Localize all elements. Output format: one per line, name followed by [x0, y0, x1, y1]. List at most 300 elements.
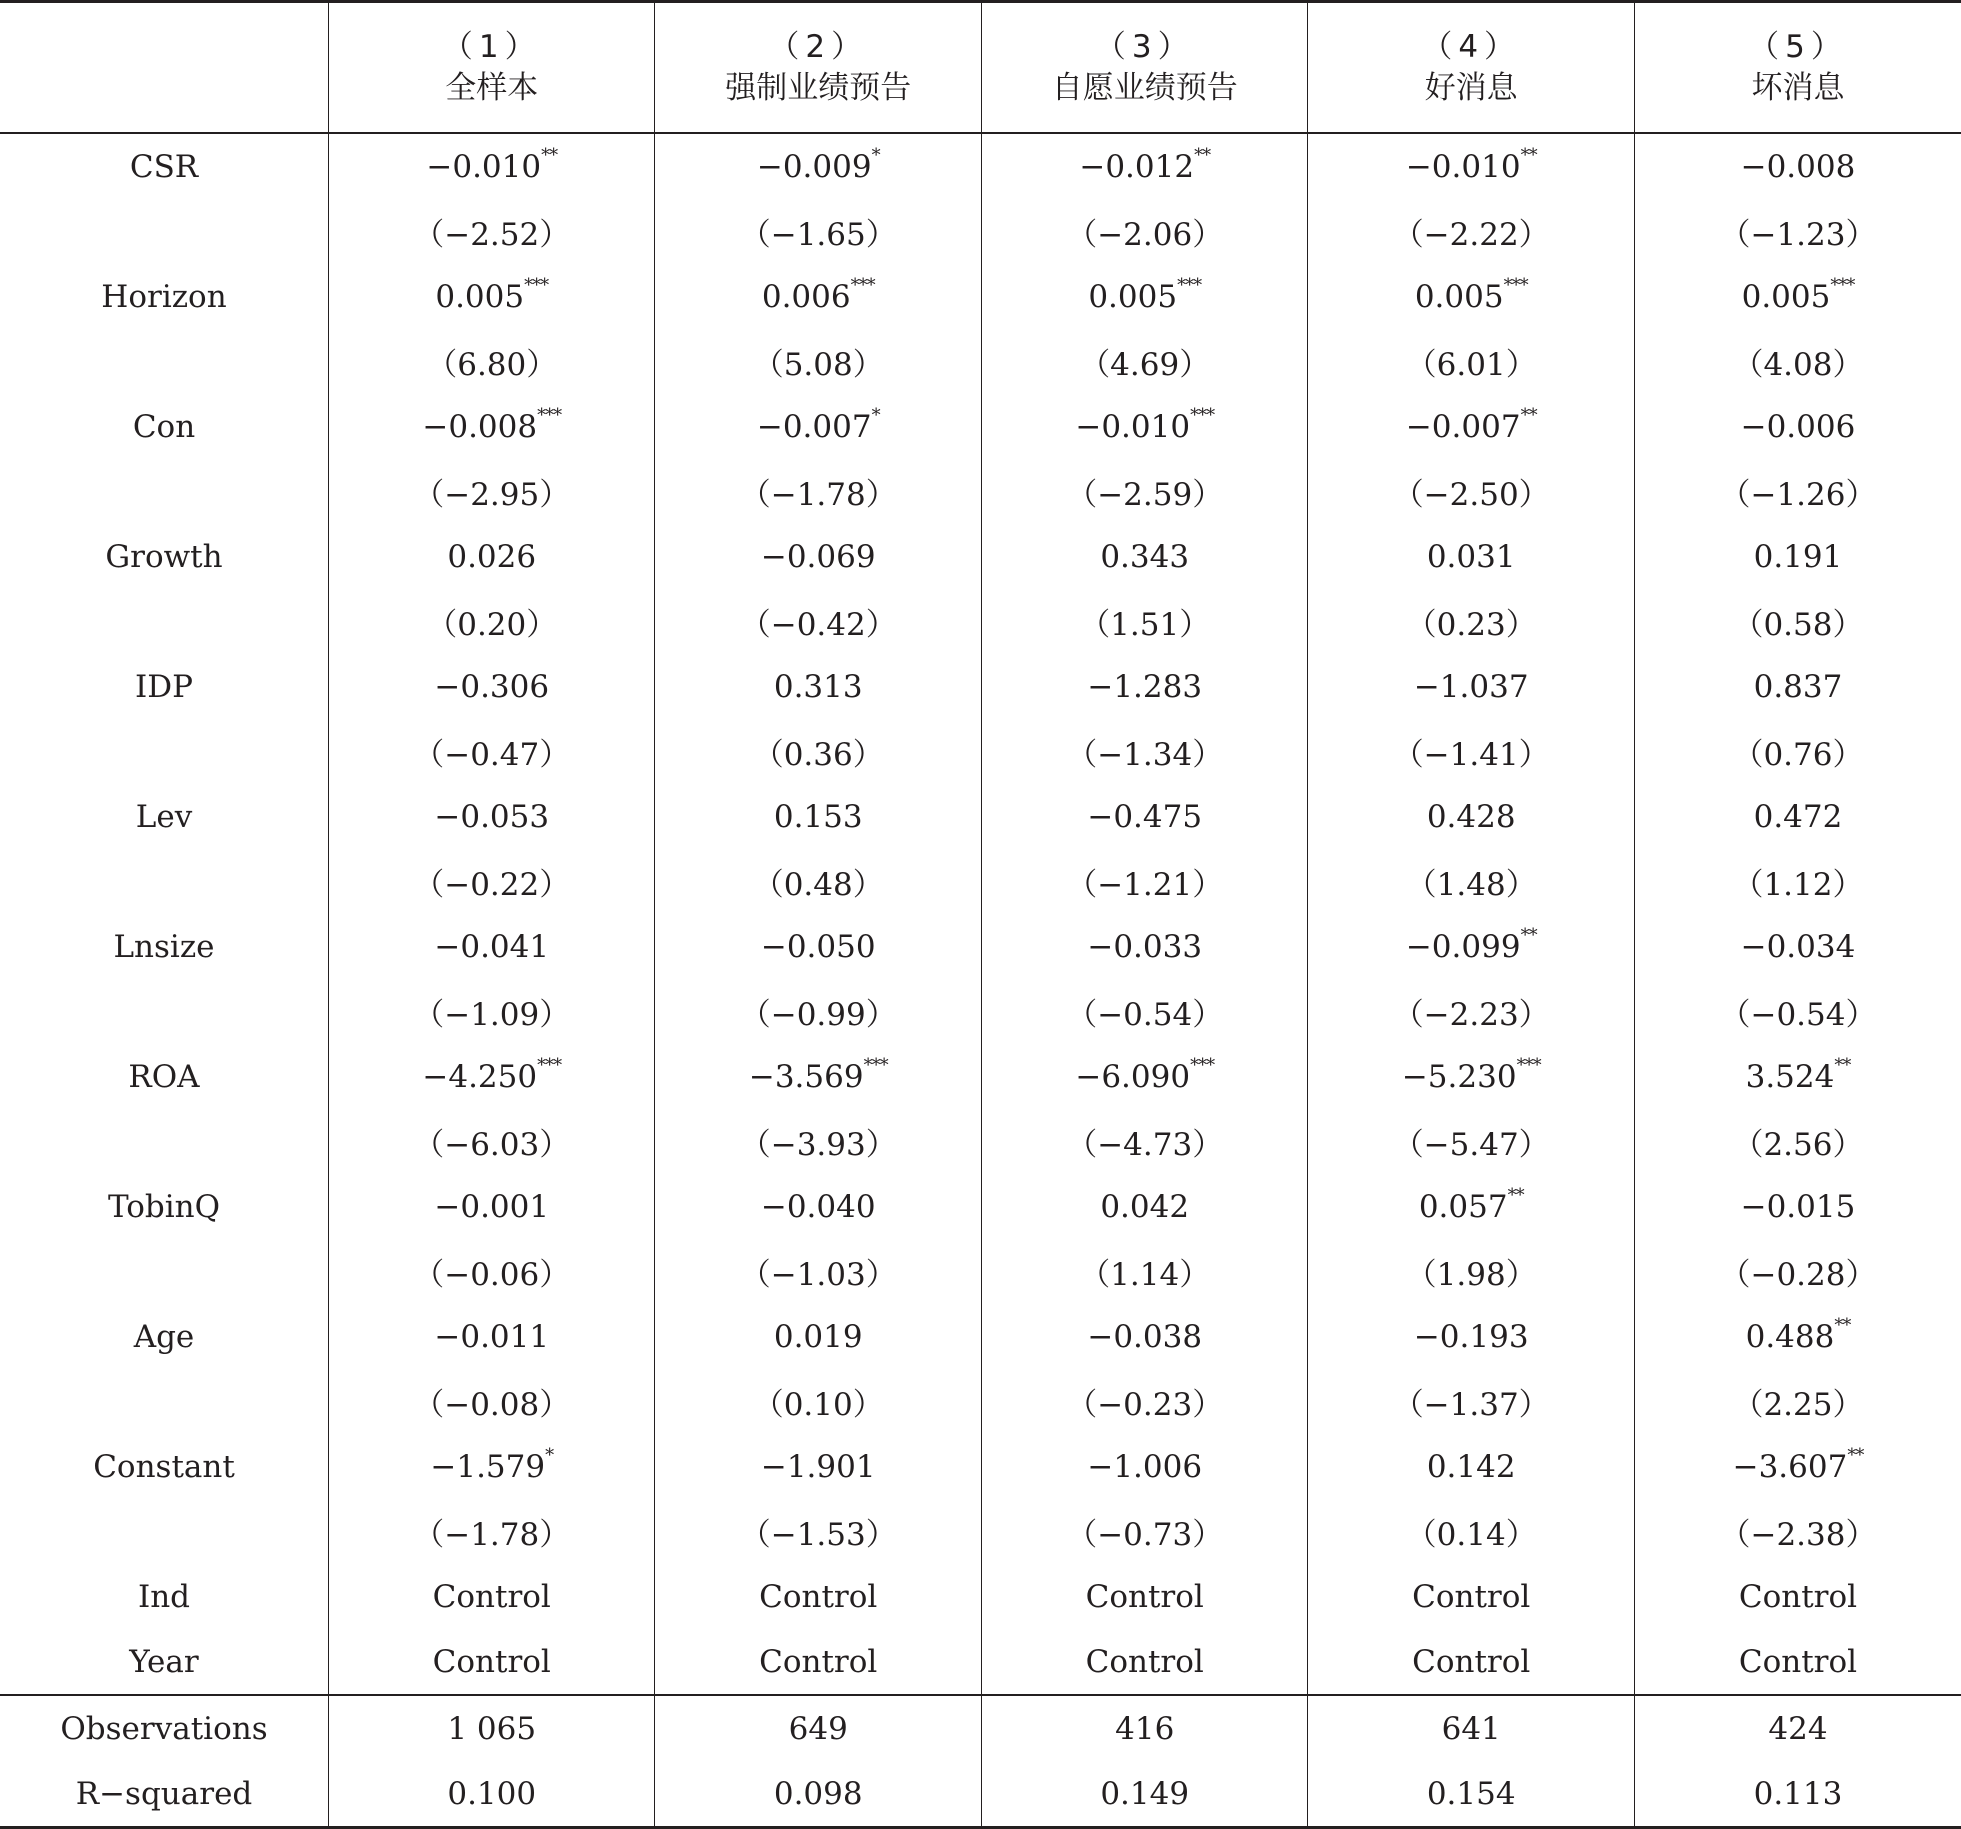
cell-value: 0.006 — [761, 278, 851, 315]
cell-value: −0.069 — [760, 538, 876, 575]
column-number: （5） — [1748, 28, 1848, 65]
row-label — [0, 589, 329, 654]
cell-value: −0.475 — [1087, 798, 1203, 835]
cell-value: −0.306 — [434, 668, 550, 705]
table-cell — [655, 1239, 981, 1304]
cell-value: （−1.03） — [739, 1257, 897, 1293]
cell-value: （0.58） — [1732, 607, 1864, 643]
table-cell — [981, 654, 1307, 719]
table-cell — [655, 1044, 981, 1109]
table-cell — [329, 133, 655, 199]
table-row — [0, 589, 1961, 654]
cell-value: （6.01） — [1405, 347, 1537, 383]
table-cell — [655, 524, 981, 589]
table-cell — [1634, 979, 1961, 1044]
table-cell — [1308, 394, 1634, 459]
cell-value: （−1.21） — [1066, 867, 1224, 903]
table-cell — [655, 264, 981, 329]
significance-stars: * — [871, 404, 880, 426]
table-row — [0, 1695, 1961, 1761]
cell-value: （2.56） — [1732, 1127, 1864, 1163]
table-cell — [1634, 1434, 1961, 1499]
table-cell — [1634, 524, 1961, 589]
table-cell — [329, 1304, 655, 1369]
table-cell — [655, 394, 981, 459]
table-row — [0, 394, 1961, 459]
column-header — [655, 2, 981, 134]
column-number: （1） — [441, 28, 542, 65]
cell-value: −0.001 — [434, 1188, 550, 1225]
table-cell — [655, 1761, 981, 1828]
table-cell — [655, 589, 981, 654]
cell-value: 0.142 — [1426, 1448, 1516, 1485]
table-cell — [981, 199, 1307, 264]
cell-value: （0.48） — [752, 867, 884, 903]
cell-value: 0.488 — [1745, 1318, 1835, 1355]
significance-stars: * — [871, 144, 880, 166]
table-cell — [1308, 1044, 1634, 1109]
table-cell — [655, 914, 981, 979]
header-row — [0, 2, 1961, 134]
table-cell — [655, 1109, 981, 1174]
table-cell — [655, 199, 981, 264]
table-cell — [1634, 1109, 1961, 1174]
row-label — [0, 719, 329, 784]
table-row — [0, 1109, 1961, 1174]
table-cell — [981, 1695, 1307, 1761]
table-cell — [655, 1629, 981, 1695]
table-cell — [1634, 1369, 1961, 1434]
table-cell — [329, 264, 655, 329]
cell-value: （−0.73） — [1066, 1517, 1224, 1553]
table-row — [0, 1044, 1961, 1109]
cell-value: （2.25） — [1732, 1387, 1864, 1423]
significance-stars: *** — [524, 274, 549, 296]
cell-value: （−0.47） — [413, 737, 571, 773]
cell-value: Control — [1412, 1578, 1531, 1615]
cell-value: −0.050 — [760, 928, 876, 965]
table-cell — [329, 1434, 655, 1499]
cell-value: −3.569 — [748, 1058, 864, 1095]
significance-stars: *** — [863, 1054, 888, 1076]
cell-value: （−0.42） — [739, 607, 897, 643]
table-row — [0, 1629, 1961, 1695]
cell-value: 3.524 — [1745, 1058, 1835, 1095]
significance-stars: ** — [541, 144, 558, 166]
table-cell — [655, 1304, 981, 1369]
table-cell — [655, 849, 981, 914]
table-cell — [1308, 199, 1634, 264]
table-cell — [655, 459, 981, 524]
significance-stars: ** — [1834, 1054, 1851, 1076]
table-cell — [1308, 133, 1634, 199]
table-cell — [1634, 719, 1961, 784]
table-row — [0, 1499, 1961, 1564]
cell-value: Control — [432, 1643, 551, 1680]
cell-value: −0.015 — [1740, 1188, 1856, 1225]
table-cell — [655, 329, 981, 394]
row-label — [0, 1239, 329, 1304]
row-label: Growth — [105, 538, 223, 575]
cell-value: （−0.54） — [1719, 997, 1877, 1033]
cell-value: −0.193 — [1413, 1318, 1529, 1355]
header-corner — [0, 2, 329, 134]
cell-value: 0.113 — [1753, 1775, 1843, 1812]
cell-value: −1.579 — [430, 1448, 546, 1485]
table-cell — [981, 133, 1307, 199]
cell-value: 0.005 — [1741, 278, 1831, 315]
table-cell — [1634, 1174, 1961, 1239]
table-cell — [329, 1109, 655, 1174]
table-cell — [981, 914, 1307, 979]
table-cell — [1308, 459, 1634, 524]
table-cell — [655, 133, 981, 199]
table-cell — [329, 1369, 655, 1434]
cell-value: 416 — [1115, 1710, 1175, 1747]
cell-value: （−1.23） — [1719, 217, 1877, 253]
cell-value: −0.012 — [1079, 148, 1195, 185]
significance-stars: *** — [1190, 1054, 1215, 1076]
table-row — [0, 979, 1961, 1044]
table-cell — [329, 1695, 655, 1761]
significance-stars: ** — [1834, 1314, 1851, 1336]
table-cell — [981, 1304, 1307, 1369]
cell-value: 0.428 — [1426, 798, 1516, 835]
table-cell — [981, 1109, 1307, 1174]
cell-value: −1.283 — [1087, 668, 1203, 705]
table-cell — [1308, 784, 1634, 849]
significance-stars: *** — [537, 1054, 562, 1076]
table-row — [0, 1174, 1961, 1239]
column-header — [981, 2, 1307, 134]
table-cell — [329, 1629, 655, 1695]
table-row — [0, 914, 1961, 979]
table-row — [0, 784, 1961, 849]
column-number: （3） — [1094, 28, 1195, 65]
cell-value: （0.20） — [426, 607, 558, 643]
significance-stars: *** — [1190, 404, 1215, 426]
row-label: Constant — [93, 1448, 235, 1485]
cell-value: 0.026 — [447, 538, 537, 575]
table-cell — [981, 1499, 1307, 1564]
table-cell — [981, 979, 1307, 1044]
table-row — [0, 1304, 1961, 1369]
cell-value: Control — [432, 1578, 551, 1615]
table-row — [0, 459, 1961, 524]
table-cell — [329, 329, 655, 394]
cell-value: 0.472 — [1753, 798, 1843, 835]
row-label: Year — [129, 1643, 199, 1680]
table-cell — [1634, 329, 1961, 394]
significance-stars: *** — [537, 404, 562, 426]
table-cell — [1634, 264, 1961, 329]
table-cell — [1634, 1695, 1961, 1761]
column-name: 好消息 — [1424, 69, 1518, 106]
significance-stars: *** — [1830, 274, 1855, 296]
cell-value: −3.607 — [1732, 1448, 1848, 1485]
column-name: 强制业绩预告 — [725, 69, 912, 106]
significance-stars: ** — [1520, 924, 1537, 946]
significance-stars: ** — [1520, 144, 1537, 166]
table-row — [0, 849, 1961, 914]
row-label: Observations — [0, 1695, 329, 1761]
cell-value: （0.14） — [1405, 1517, 1537, 1553]
cell-value: （−1.37） — [1392, 1387, 1550, 1423]
cell-value: （−0.28） — [1719, 1257, 1877, 1293]
table-cell — [1308, 1304, 1634, 1369]
cell-value: −0.041 — [434, 928, 550, 965]
cell-value: （0.23） — [1405, 607, 1537, 643]
table-cell — [655, 654, 981, 719]
cell-value: （−1.26） — [1719, 477, 1877, 513]
cell-value: （0.36） — [752, 737, 884, 773]
table-cell — [1308, 524, 1634, 589]
row-label: Lev — [135, 798, 193, 835]
cell-value: 424 — [1768, 1710, 1828, 1747]
cell-value: 0.098 — [773, 1775, 863, 1812]
table-row — [0, 264, 1961, 329]
table-cell — [655, 719, 981, 784]
cell-value: −0.010 — [1405, 148, 1521, 185]
row-label: Ind — [137, 1578, 191, 1615]
cell-value: −0.008 — [1740, 148, 1856, 185]
cell-value: Control — [759, 1578, 878, 1615]
row-label: R−squared — [0, 1761, 329, 1828]
table-row — [0, 1564, 1961, 1629]
cell-value: （−2.22） — [1392, 217, 1550, 253]
cell-value: 0.005 — [1088, 278, 1178, 315]
table-cell — [329, 719, 655, 784]
table-row — [0, 1369, 1961, 1434]
cell-value: （4.69） — [1079, 347, 1211, 383]
cell-value: Control — [1085, 1643, 1204, 1680]
row-label — [0, 329, 329, 394]
table-row — [0, 1239, 1961, 1304]
cell-value: （−0.22） — [413, 867, 571, 903]
cell-value: 0.031 — [1426, 538, 1516, 575]
cell-value: （−2.50） — [1392, 477, 1550, 513]
cell-value: （1.51） — [1079, 607, 1211, 643]
cell-value: Control — [1085, 1578, 1204, 1615]
table-cell — [1634, 394, 1961, 459]
cell-value: Control — [1738, 1643, 1858, 1680]
cell-value: −0.007 — [1405, 408, 1521, 445]
table-cell — [1308, 1369, 1634, 1434]
significance-stars: *** — [1516, 1054, 1541, 1076]
significance-stars: * — [545, 1444, 554, 1466]
table-cell — [1634, 459, 1961, 524]
table-cell — [981, 1564, 1307, 1629]
column-number: （4） — [1421, 28, 1522, 65]
significance-stars: *** — [1503, 274, 1528, 296]
significance-stars: ** — [1194, 144, 1211, 166]
table-cell — [1634, 1629, 1961, 1695]
row-label: Age — [133, 1318, 195, 1355]
cell-value: −0.099 — [1405, 928, 1521, 965]
column-name: 自愿业绩预告 — [1051, 69, 1238, 106]
cell-value: 0.005 — [1414, 278, 1504, 315]
cell-value: 0.005 — [435, 278, 525, 315]
cell-value: 0.149 — [1100, 1775, 1190, 1812]
cell-value: （−1.09） — [413, 997, 571, 1033]
cell-value: （−2.06） — [1066, 217, 1224, 253]
cell-value: −1.901 — [760, 1448, 876, 1485]
table-cell — [329, 459, 655, 524]
cell-value: 0.313 — [773, 668, 863, 705]
cell-value: （−0.54） — [1066, 997, 1224, 1033]
table-cell — [1634, 849, 1961, 914]
table-cell — [329, 979, 655, 1044]
table-cell — [1308, 1695, 1634, 1761]
cell-value: −0.010 — [1075, 408, 1191, 445]
significance-stars: ** — [1847, 1444, 1864, 1466]
row-label — [0, 1109, 329, 1174]
table-cell — [1634, 1499, 1961, 1564]
cell-value: Control — [1738, 1578, 1858, 1615]
table-cell — [981, 1174, 1307, 1239]
cell-value: （−2.59） — [1066, 477, 1224, 513]
cell-value: （1.98） — [1405, 1257, 1537, 1293]
table-cell — [329, 914, 655, 979]
table-cell — [329, 394, 655, 459]
significance-stars: *** — [1177, 274, 1202, 296]
cell-value: −0.040 — [760, 1188, 876, 1225]
table-cell — [1634, 589, 1961, 654]
table-cell — [981, 459, 1307, 524]
table-cell — [1308, 329, 1634, 394]
cell-value: （−3.93） — [739, 1127, 897, 1163]
cell-value: 0.057 — [1418, 1188, 1508, 1225]
cell-value: （−0.99） — [739, 997, 897, 1033]
cell-value: −1.006 — [1087, 1448, 1203, 1485]
cell-value: （−1.78） — [413, 1517, 571, 1553]
cell-value: （−5.47） — [1392, 1127, 1550, 1163]
cell-value: 1 065 — [447, 1710, 537, 1747]
cell-value: （−4.73） — [1066, 1127, 1224, 1163]
cell-value: （5.08） — [752, 347, 884, 383]
significance-stars: ** — [1507, 1184, 1524, 1206]
table-row — [0, 719, 1961, 784]
row-label: ROA — [128, 1058, 200, 1095]
column-name: 全样本 — [445, 69, 539, 106]
table-row — [0, 654, 1961, 719]
cell-value: −0.011 — [434, 1318, 550, 1355]
table-cell — [655, 979, 981, 1044]
cell-value: （6.80） — [426, 347, 558, 383]
table-cell — [981, 589, 1307, 654]
cell-value: （0.76） — [1732, 737, 1864, 773]
cell-value: −0.010 — [426, 148, 542, 185]
table-cell — [329, 784, 655, 849]
table-cell — [329, 524, 655, 589]
row-label — [0, 849, 329, 914]
table-cell — [1634, 1564, 1961, 1629]
cell-value: −0.053 — [434, 798, 550, 835]
cell-value: −4.250 — [422, 1058, 538, 1095]
table-row — [0, 199, 1961, 264]
table-cell — [655, 1695, 981, 1761]
table-cell — [981, 719, 1307, 784]
cell-value: Control — [1412, 1643, 1531, 1680]
table-cell — [981, 1239, 1307, 1304]
cell-value: 649 — [788, 1710, 848, 1747]
cell-value: 0.343 — [1100, 538, 1190, 575]
cell-value: −6.090 — [1075, 1058, 1191, 1095]
row-label — [0, 1499, 329, 1564]
table-cell — [1308, 654, 1634, 719]
cell-value: （−1.53） — [739, 1517, 897, 1553]
table-cell — [1308, 1109, 1634, 1174]
significance-stars: *** — [850, 274, 875, 296]
table-cell — [329, 1044, 655, 1109]
table-cell — [655, 1564, 981, 1629]
row-label — [0, 979, 329, 1044]
cell-value: −1.037 — [1413, 668, 1529, 705]
table-cell — [1308, 1761, 1634, 1828]
table-cell — [981, 394, 1307, 459]
table-cell — [981, 264, 1307, 329]
cell-value: （−2.23） — [1392, 997, 1550, 1033]
cell-value: （−1.78） — [739, 477, 897, 513]
table-cell — [1308, 1564, 1634, 1629]
table-cell — [1308, 914, 1634, 979]
table-cell — [1308, 719, 1634, 784]
table-cell — [1308, 264, 1634, 329]
table-cell — [981, 524, 1307, 589]
table-cell — [655, 1434, 981, 1499]
cell-value: （1.12） — [1732, 867, 1864, 903]
cell-value: −0.006 — [1740, 408, 1856, 445]
table-cell — [981, 849, 1307, 914]
table-cell — [1634, 784, 1961, 849]
cell-value: Control — [759, 1643, 878, 1680]
table-cell — [1634, 1239, 1961, 1304]
table-cell — [329, 654, 655, 719]
table-row — [0, 329, 1961, 394]
cell-value: （−0.08） — [413, 1387, 571, 1423]
table-cell — [329, 1499, 655, 1564]
table-cell — [1308, 1434, 1634, 1499]
table-cell — [981, 1369, 1307, 1434]
table-cell — [1634, 914, 1961, 979]
cell-value: 0.154 — [1426, 1775, 1516, 1812]
table-cell — [1634, 1304, 1961, 1369]
table-cell — [981, 329, 1307, 394]
row-label — [0, 199, 329, 264]
table-cell — [329, 1564, 655, 1629]
table-cell — [655, 1499, 981, 1564]
table-row — [0, 1761, 1961, 1828]
table-row — [0, 133, 1961, 199]
cell-value: −5.230 — [1401, 1058, 1517, 1095]
cell-value: （1.14） — [1079, 1257, 1211, 1293]
table-cell — [981, 1629, 1307, 1695]
table-cell — [1308, 979, 1634, 1044]
cell-value: （−1.34） — [1066, 737, 1224, 773]
cell-value: （−6.03） — [413, 1127, 571, 1163]
table-cell — [1308, 1239, 1634, 1304]
row-label: Lnsize — [113, 928, 215, 965]
table-cell — [1308, 849, 1634, 914]
row-label — [0, 1369, 329, 1434]
cell-value: −0.007 — [756, 408, 872, 445]
table-cell — [655, 1174, 981, 1239]
cell-value: （0.10） — [752, 1387, 884, 1423]
row-label: Horizon — [101, 278, 227, 315]
cell-value: 641 — [1441, 1710, 1501, 1747]
table-row — [0, 524, 1961, 589]
table-cell — [1308, 1499, 1634, 1564]
